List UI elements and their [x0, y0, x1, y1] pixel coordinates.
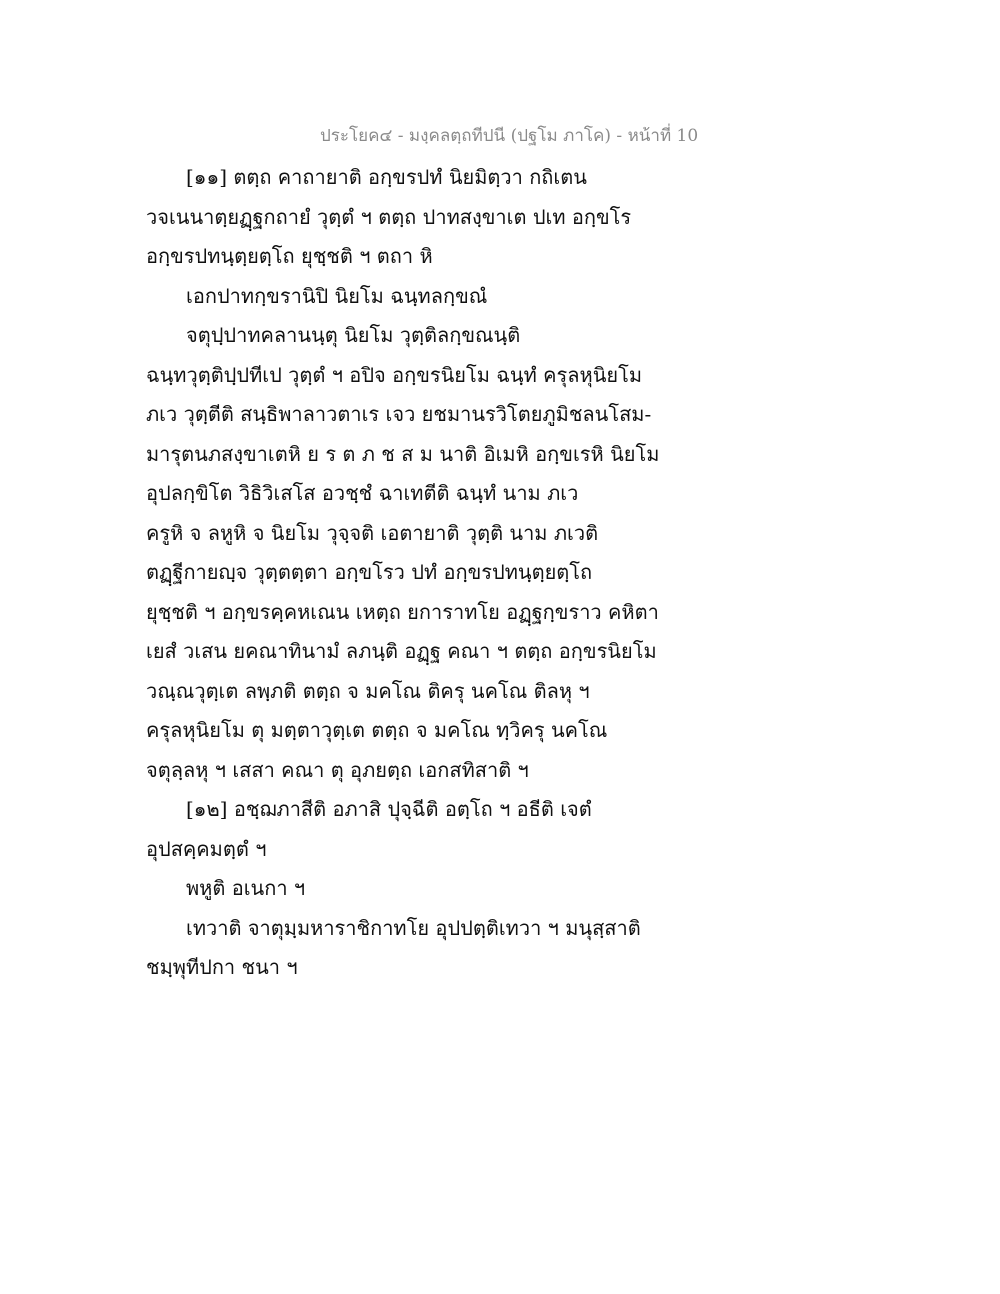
text-line: จตุลฺลหุ ฯ เสสา คณา ตุ อุภยตฺถ เอกสทิสาติ ฯ	[146, 757, 529, 782]
text-line: ภเว วุตฺตีติ สนฺธิพาลาวตาเร เจว ยชมานรวิโตยภูมิชลนโสม-	[146, 402, 652, 426]
text-line: วณฺณวุตฺเต ลพฺภติ ตตฺถ จ มคโณ ติครุ นคโณ ติลหุ ฯ	[146, 678, 590, 703]
text-line: ครุลหุนิยโม ตุ มตฺตาวุตฺเต ตตฺถ จ มคโณ ทฺวิครุ นคโณ	[146, 718, 608, 742]
text-line: ครูหิ จ ลหูหิ จ นิยโม วุจฺจติ เอตายาติ วุตฺติ นาม ภเวติ	[146, 520, 599, 545]
text-line: เยสํ วเสน ยคณาทินามํ ลภนฺติ อฏฺฐ คณา ฯ ตตฺถ อกฺขรนิยโม	[146, 639, 657, 663]
text-line: เอกปาทกฺขรานิปิ นิยโม ฉนฺทลกฺขณํ	[186, 283, 488, 308]
text-line: [๑๒] อชฺฌภาสีติ อภาสิ ปุจฺฉีติ อตฺโถ ฯ อธีติ เจตํ	[186, 797, 592, 821]
text-line: ฉนฺทวุตฺติปฺปทีเป วุตฺตํ ฯ อปิจ อกฺขรนิยโม ฉนฺทํ ครุลหุนิยโม	[146, 362, 643, 387]
text-line: ยุชฺชติ ฯ อกฺขรคฺคหเณน เหตฺถ ยการาทโย อฏฺฐกฺขราว คหิตา	[146, 599, 659, 624]
text-line: เทวาติ จาตุมฺมหาราชิกาทโย อุปปตฺติเทวา ฯ มนุสฺสาติ	[186, 915, 641, 940]
text-line: อกฺขรปทนฺตฺยตฺโถ ยุชฺชติ ฯ ตถา หิ	[146, 244, 433, 268]
text-line: อุปสคฺคมตฺตํ ฯ	[146, 836, 267, 861]
running-header: ประโยค๔ - มงฺคลตฺถทีปนี (ปฐโม ภาโค) - หน้าที่ 10	[320, 126, 699, 146]
text-line: ตฏฺฐีกายญฺจ วุตฺตตฺตา อกฺขโรว ปทํ อกฺขรปทนฺตฺยตฺโถ	[146, 560, 593, 584]
body-text	[146, 158, 706, 988]
text-line: อุปลกฺขิโต วิธิวิเสโส อวชฺชํ ฉาเทตีติ ฉนฺทํ นาม ภเว	[146, 481, 579, 505]
text-line: วจเนนาตฺยฏฺฐกถายํ วุตฺตํ ฯ ตตฺถ ปาทสงฺขาเต ปเท อกฺขโร	[146, 204, 632, 229]
text-line: ชมฺพุทีปกา ชนา ฯ	[146, 955, 298, 979]
text-line: จตุปฺปาทคลานนฺตุ นิยโม วุตฺติลกฺขณนฺติ	[186, 323, 521, 347]
text-line: พหูติ อเนกา ฯ	[186, 876, 306, 900]
text-line: มารุตนภสงฺขาเตหิ ย ร ต ภ ช ส ม นาติ อิเมหิ อกฺขเรหิ นิยโม	[146, 441, 660, 466]
text-line: [๑๑] ตตฺถ คาถายาติ อกฺขรปทํ นิยมิตฺวา กถิเตน	[186, 165, 587, 189]
